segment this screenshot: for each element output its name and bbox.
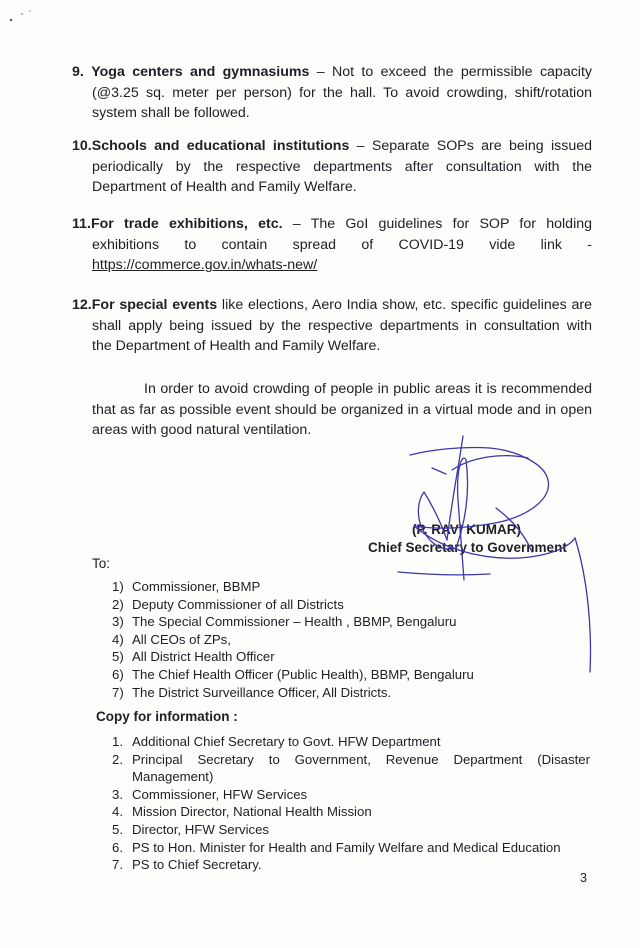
item-heading: Yoga centers and gymnasiums: [91, 64, 310, 80]
guideline-item-10: [72, 136, 592, 198]
list-item: [112, 666, 474, 684]
item-line: shall apply being issued by the respective departments in consultation with: [92, 317, 592, 334]
list-item: [112, 578, 474, 596]
item-number: 11.: [72, 216, 91, 232]
list-item-text: Principal Secretary to Government, Revenue Department (Disaster Management): [132, 751, 590, 785]
list-item-text: PS to Chief Secretary.: [132, 857, 262, 873]
list-marker: 7): [112, 684, 124, 700]
paragraph-line: In order to avoid crowding of people in public areas it is recommended: [144, 381, 592, 397]
list-item-text: All District Health Officer: [132, 649, 275, 665]
list-item: [112, 821, 590, 839]
list-item: [112, 856, 590, 874]
list-marker: 1.: [112, 734, 123, 749]
closing-paragraph: [92, 379, 592, 441]
item-link-line: [72, 255, 592, 276]
list-marker: 3): [112, 614, 124, 630]
list-item: [112, 631, 474, 649]
list-item: [112, 786, 590, 804]
list-marker: 5.: [112, 821, 123, 837]
item-line: Department of Health and Family Welfare.: [92, 179, 357, 196]
item-number: 10.: [72, 138, 92, 154]
list-marker: 6.: [112, 839, 123, 855]
item-heading: For trade exhibitions, etc.: [90, 216, 283, 232]
list-item-text: Commissioner, BBMP: [132, 579, 261, 594]
item-first-line: [72, 295, 592, 316]
copy-list: [112, 733, 590, 874]
guideline-item-11: [72, 214, 592, 276]
list-marker: 3.: [112, 786, 123, 802]
list-item-text: Deputy Commissioner of all Districts: [132, 596, 344, 612]
item-number: 9.: [72, 64, 84, 80]
list-marker: 5): [112, 649, 124, 665]
list-item: [112, 596, 474, 614]
list-item: [112, 733, 590, 751]
item-line: exhibitions to contain spread of COVID-19 vide link -: [92, 236, 592, 253]
list-marker: 4.: [112, 804, 123, 820]
list-item-text: Director, HFW Services: [132, 821, 270, 837]
list-item-text: Commissioner, HFW Services: [132, 786, 308, 802]
item-heading: Schools and educational institutions: [91, 138, 350, 154]
list-item-text: All CEOs of ZPs,: [132, 631, 231, 647]
list-item: [112, 751, 590, 786]
paragraph-line: that as far as possible event should be organized in a virtual mode and in open: [92, 401, 592, 418]
list-marker: 4): [112, 631, 124, 647]
item-line: periodically by the respective departments after consultation with the: [92, 158, 592, 175]
commerce-link[interactable]: https://commerce.gov.in/whats-new/: [92, 257, 318, 274]
list-item-text: The Chief Health Officer (Public Health), BBMP, Bengaluru: [132, 666, 474, 682]
item-first-text: like elections, Aero India show, etc. specific guidelines are: [217, 297, 592, 313]
list-item-text: Additional Chief Secretary to Govt. HFW Department: [132, 734, 441, 749]
list-marker: 2.: [112, 751, 123, 767]
scan-speck-mark: [8, 8, 38, 24]
item-number: 12.: [72, 297, 92, 313]
item-first-text: – Not to exceed the permissible capacity: [309, 64, 592, 80]
recipient-list: [112, 578, 474, 701]
item-first-text: – The GoI guidelines for SOP for holding: [282, 216, 592, 232]
item-heading: For special events: [91, 297, 218, 313]
list-marker: 7.: [112, 857, 123, 873]
list-item: [112, 684, 474, 702]
list-marker: 6): [112, 666, 124, 682]
list-item-text: PS to Hon. Minister for Health and Family Welfare and Medical Education: [132, 839, 561, 855]
list-item-text: The District Surveillance Officer, All Districts.: [132, 684, 392, 700]
list-marker: 2): [112, 596, 124, 612]
guideline-item-12: [72, 295, 592, 357]
list-item: [112, 613, 474, 631]
list-item: [112, 648, 474, 666]
item-first-text: – Separate SOPs are being issued: [349, 138, 592, 154]
list-item-text: Mission Director, National Health Mission: [132, 804, 372, 820]
list-item-text: The Special Commissioner – Health , BBMP, Bengaluru: [132, 614, 457, 630]
copy-for-information-heading: Copy for information :: [96, 709, 238, 724]
item-line: the Department of Health and Family Welfare.: [92, 338, 381, 355]
guideline-item-9: [72, 62, 592, 124]
item-first-line: [72, 136, 592, 157]
list-marker: 1): [112, 579, 124, 594]
list-item: [112, 803, 590, 821]
signatory-name: (P. RAVI KUMAR): [412, 522, 522, 537]
list-item: [112, 839, 590, 857]
item-line: system shall be followed.: [92, 105, 250, 122]
signatory-title: Chief Secretary to Government: [368, 540, 567, 555]
item-first-line: [72, 62, 592, 83]
page-number: 3: [580, 871, 587, 885]
paragraph-line: areas with good natural ventilation.: [92, 422, 312, 439]
to-label: To:: [92, 556, 111, 571]
item-line: (@3.25 sq. meter per person) for the hall. To avoid crowding, shift/rotation: [92, 84, 592, 101]
item-first-line: [72, 214, 592, 235]
